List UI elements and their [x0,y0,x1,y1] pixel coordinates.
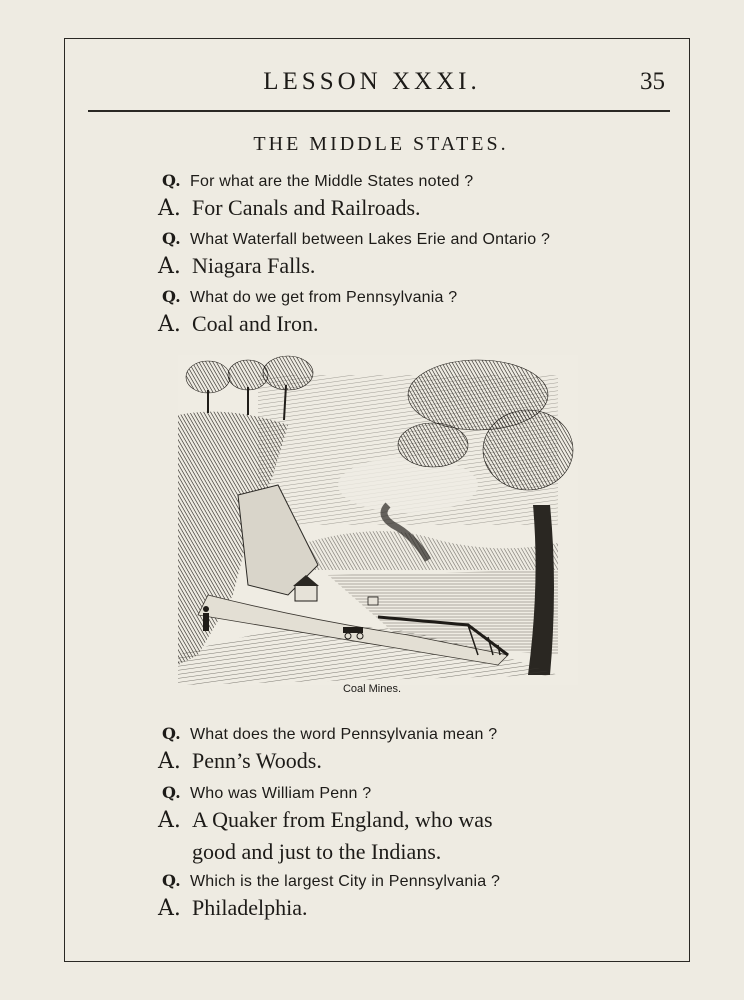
answer-text: A Quaker from England, who was [192,807,493,832]
page-number: 35 [640,68,665,95]
question-text: Which is the largest City in Pennsylvania ? [190,873,501,890]
question-row [158,724,497,744]
coal-mines-engraving [178,355,578,685]
answer-label: A. [158,312,181,337]
answer-text: Penn’s Woods. [192,748,322,773]
answer-label: A. [158,196,181,221]
question-row [158,229,550,249]
answer-row [158,195,473,221]
question-label: Q. [162,229,181,248]
header-rule [88,110,670,112]
question-text: For what are the Middle States noted ? [190,173,474,190]
question-label: Q. [162,171,181,190]
qa-item-6 [158,871,500,921]
question-row [158,783,493,803]
answer-row [158,895,500,921]
qa-item-5 [158,783,493,865]
answer-row [158,748,497,774]
answer-label: A. [158,254,181,279]
answer-text: For Canals and Railroads. [192,195,421,220]
question-label: Q. [162,287,181,306]
question-row [158,171,473,191]
question-text: Who was William Penn ? [190,785,372,802]
question-row [158,287,457,307]
section-title: THE MIDDLE STATES. [253,133,509,155]
question-row [158,871,500,891]
question-text: What Waterfall between Lakes Erie and Ontario ? [190,231,551,248]
question-label: Q. [162,871,181,890]
figure-caption: Coal Mines. [342,683,402,695]
answer-row [158,807,493,865]
answer-row [158,311,457,337]
answer-row [158,253,550,279]
question-label: Q. [162,783,181,802]
answer-label: A. [158,896,181,921]
question-text: What does the word Pennsylvania mean ? [190,726,498,743]
question-label: Q. [162,724,181,743]
qa-item-1 [158,171,473,221]
answer-continuation: good and just to the Indians. [192,839,442,864]
qa-item-2 [158,229,550,279]
answer-text: Philadelphia. [192,895,308,920]
qa-item-3 [158,287,457,337]
qa-item-4 [158,724,497,774]
lesson-title: LESSON XXXI. [263,68,481,95]
answer-text: Niagara Falls. [192,253,316,278]
answer-label: A. [158,749,181,774]
answer-text: Coal and Iron. [192,311,319,336]
question-text: What do we get from Pennsylvania ? [190,289,458,306]
answer-label: A. [158,808,181,833]
